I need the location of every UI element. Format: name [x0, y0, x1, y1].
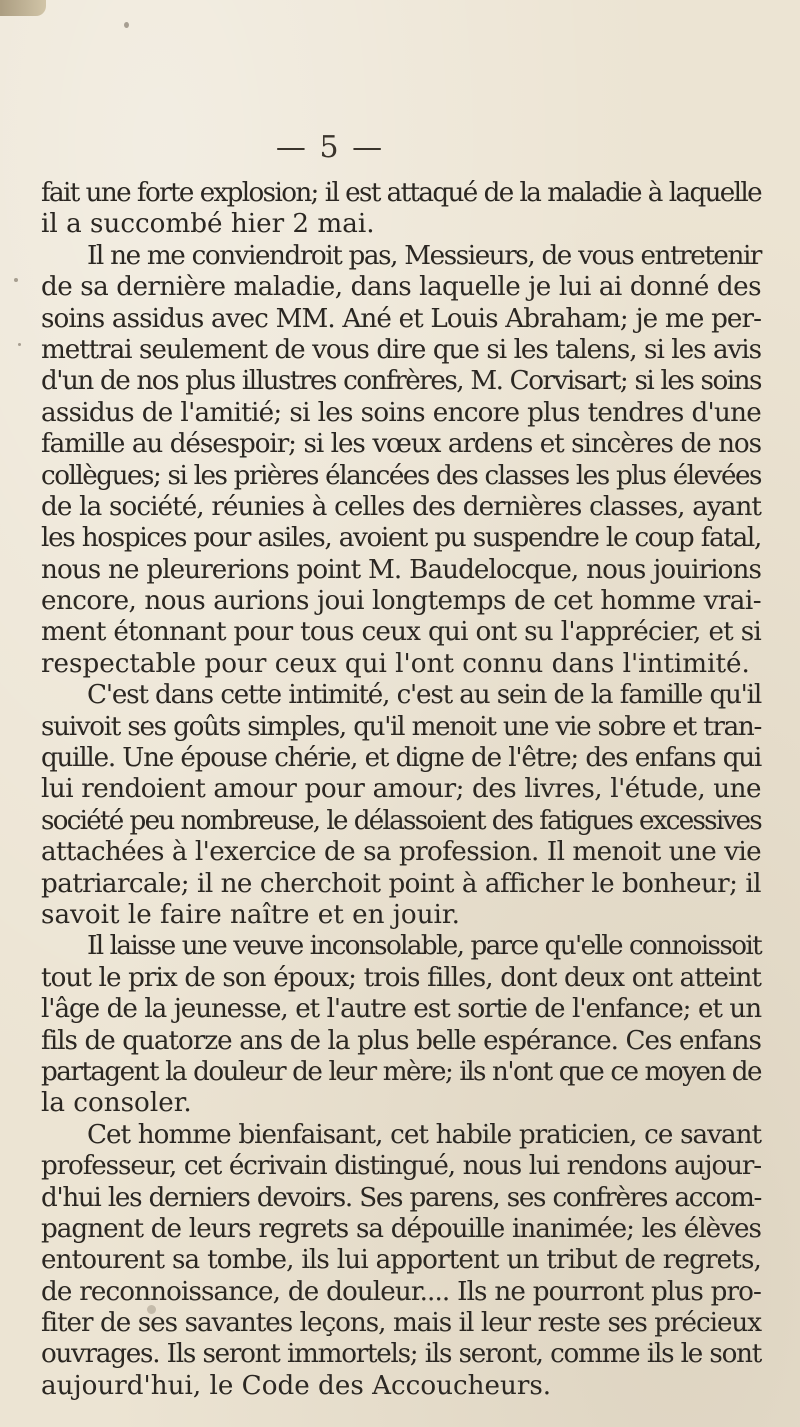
- text-line: C'est dans cette intimité, c'est au sein de la famille qu'il: [87, 680, 761, 711]
- ink-speck: [18, 343, 21, 346]
- text-line: collègues; si les prières élancées des classes les plus élevées: [41, 460, 761, 491]
- text-line: professeur, cet écrivain distingué, nous lui rendons aujour-: [41, 1151, 761, 1182]
- text-line: fils de quatorze ans de la plus belle espérance. Ces enfans: [41, 1025, 761, 1056]
- text-line: aujourd'hui, le Code des Accoucheurs.: [41, 1370, 552, 1401]
- text-line: l'âge de la jeunesse, et l'autre est sortie de l'enfance; et un: [41, 994, 761, 1025]
- text-line: suivoit ses goûts simples, qu'il menoit une vie sobre et tran-: [41, 711, 761, 742]
- text-line: attachées à l'exercice de sa profession. Il menoit une vie: [41, 837, 761, 868]
- text-line: de reconnoissance, de douleur.... Ils ne pourront plus pro-: [41, 1276, 761, 1307]
- text-line: assidus de l'amitié; si les soins encore plus tendres d'une: [41, 397, 761, 428]
- text-line: lui rendoient amour pour amour; des livres, l'étude, une: [41, 774, 761, 805]
- text-line: Il ne me conviendroit pas, Messieurs, de vous entretenir: [87, 240, 761, 271]
- text-line: fait une forte explosion; il est attaqué de la maladie à laquelle: [41, 178, 761, 208]
- body-text: [41, 178, 761, 1402]
- text-line: famille au désespoir; si les vœux ardens et sincères de nos: [41, 429, 761, 460]
- text-line: de sa dernière maladie, dans laquelle je lui ai donné des: [41, 272, 761, 303]
- text-line: société peu nombreuse, le délassoient des fatigues excessives: [41, 805, 761, 836]
- text-line: nous ne pleurerions point M. Baudelocque, nous jouirions: [41, 554, 761, 585]
- text-line: la consoler.: [41, 1088, 192, 1119]
- ink-speck: [124, 22, 129, 28]
- text-line: Cet homme bienfaisant, cet habile praticien, ce savant: [87, 1119, 761, 1150]
- text-line: quille. Une épouse chérie, et digne de l'être; des enfans qui: [41, 743, 761, 774]
- text-line: il a succombé hier 2 mai.: [41, 209, 375, 240]
- text-line: respectable pour ceux qui l'ont connu dans l'intimité.: [41, 648, 750, 679]
- text-line: entourent sa tombe, ils lui apportent un tribut de regrets,: [41, 1245, 761, 1276]
- text-line: pagnent de leurs regrets sa dépouille inanimée; les élèves: [41, 1213, 761, 1244]
- text-line: fiter de ses savantes leçons, mais il leur reste ses précieux: [41, 1308, 761, 1339]
- text-line: savoit le faire naître et en jouir.: [41, 899, 460, 930]
- text-line: Il laisse une veuve inconsolable, parce qu'elle connoissoit: [87, 931, 761, 962]
- text-line: tout le prix de son époux; trois filles, dont deux ont atteint: [41, 962, 761, 993]
- text-line: les hospices pour asiles, avoient pu suspendre le coup fatal,: [41, 523, 761, 554]
- text-line: ouvrages. Ils seront immortels; ils seront, comme ils le sont: [41, 1339, 761, 1370]
- page-number: — 5 —: [275, 130, 385, 165]
- text-line: de la société, réunies à celles des dernières classes, ayant: [41, 491, 761, 522]
- text-line: partagent la douleur de leur mère; ils n'ont que ce moyen de: [41, 1056, 761, 1087]
- ink-speck: [14, 278, 18, 282]
- text-line: d'hui les derniers devoirs. Ses parens, ses confrères accom-: [41, 1182, 761, 1213]
- text-line: mettrai seulement de vous dire que si les talens, si les avis: [41, 334, 761, 365]
- text-line: d'un de nos plus illustres confrères, M. Corvisart; si les soins: [41, 366, 761, 397]
- text-line: patriarcale; il ne cherchoit point à afficher le bonheur; il: [41, 868, 761, 899]
- text-line: ment étonnant pour tous ceux qui ont su l'apprécier, et si: [41, 617, 761, 648]
- text-line: soins assidus avec MM. Ané et Louis Abraham; je me per-: [41, 303, 761, 334]
- text-line: encore, nous aurions joui longtemps de cet homme vrai-: [41, 586, 761, 617]
- corner-stain: [0, 0, 46, 16]
